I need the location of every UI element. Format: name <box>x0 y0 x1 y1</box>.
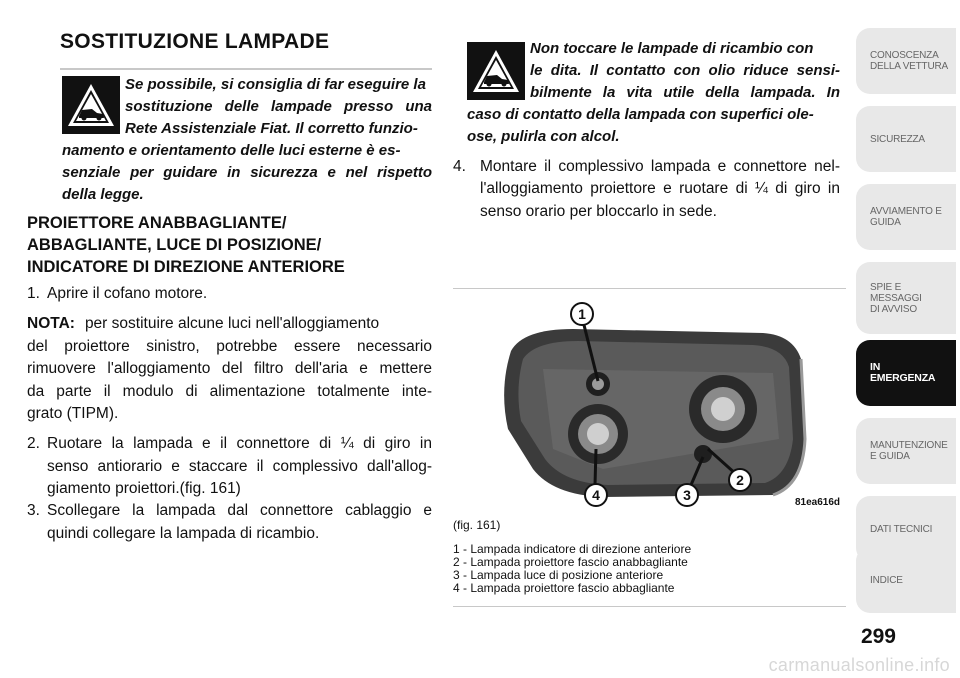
subheading-line-2: ABBAGLIANTE, LUCE DI POSIZIONE/ <box>27 236 322 254</box>
step-1-number: 1. <box>27 285 40 302</box>
tab-label: IN EMERGENZA <box>870 361 936 384</box>
warning-line-6: della legge. <box>62 186 144 203</box>
step-2-number: 2. <box>27 435 40 452</box>
warning2-line-1: Non toccare le lampade di ricambio con <box>530 40 814 57</box>
step-4-number: 4. <box>453 158 466 175</box>
svg-text:3: 3 <box>683 487 691 503</box>
tab-label: SICUREZZA <box>870 133 925 145</box>
legend-item-3: 3 - Lampada luce di posizione anteriore <box>453 568 664 582</box>
car-warning-triangle-icon <box>62 76 120 134</box>
warning-line-2: sostituzione delle lampade presso una <box>125 98 432 115</box>
svg-text:2: 2 <box>736 472 744 488</box>
tab-label: DATI TECNICI <box>870 523 933 535</box>
figure-caption: (fig. 161) <box>453 518 501 532</box>
callout-4-leader <box>595 449 596 485</box>
svg-text:4: 4 <box>592 487 600 503</box>
note-label: NOTA: <box>27 315 75 332</box>
note-line-1-text: per sostituire alcune luci nell'alloggiamento <box>84 315 380 332</box>
subheading-line-3: INDICATORE DI DIREZIONE ANTERIORE <box>27 258 345 276</box>
page-number: 299 <box>860 625 896 648</box>
subheading <box>27 212 427 278</box>
step-4-line-1: Montare il complessivo lampada e connettore nel- <box>480 158 840 175</box>
tab-indice[interactable] <box>856 547 956 613</box>
svg-text:1: 1 <box>578 306 586 322</box>
warning-top-rule <box>60 68 432 70</box>
tab-label: CONOSCENZA DELLA VETTURA <box>870 50 948 72</box>
note-line-4: da parte il modulo di alimentazione totalmente inte- <box>27 383 432 400</box>
step-4-line-3: senso orario per bloccarlo in sede. <box>480 203 717 220</box>
tab-in-emergenza[interactable] <box>856 340 956 406</box>
chapter-tabs <box>856 28 960 618</box>
warning-line-1: Se possibile, si consiglia di far eseguire la <box>125 76 426 93</box>
callout-1 <box>571 303 593 325</box>
warning2-line-3: bilmente la vita utile della lampada. In <box>530 84 840 101</box>
legend-item-2: 2 - Lampada proiettore fascio anabbagliante <box>453 555 688 569</box>
legend-item-1: 1 - Lampada indicatore di direzione anteriore <box>453 542 692 556</box>
note-line-3: rimuovere l'alloggiamento del filtro dell'aria e mettere <box>27 360 432 377</box>
step-2-line-3: giamento proiettori.(fig. 161) <box>47 480 241 497</box>
figure-code: 81ea616d <box>794 497 840 508</box>
callout-3 <box>676 484 698 506</box>
warning2-line-5: ose, pulirla con alcol. <box>467 128 620 145</box>
warning2-line-2: le dita. Il contatto con olio riduce sensi- <box>530 62 840 79</box>
tab-conoscenza-vettura[interactable] <box>856 28 956 94</box>
note-line-2: del proiettore sinistro, potrebbe essere necessario <box>27 338 432 355</box>
warning2-line-4: caso di contatto della lampada con superfici ole- <box>467 106 814 123</box>
legend-item-4: 4 - Lampada proiettore fascio abbagliante <box>453 581 675 595</box>
tab-label: AVVIAMENTO E GUIDA <box>870 206 942 228</box>
step-3-number: 3. <box>27 502 40 519</box>
step-2-line-1: Ruotare la lampada e il connettore di ¼ di giro in <box>47 435 432 452</box>
tab-spie-messaggi[interactable] <box>856 262 956 334</box>
tab-label: SPIE E MESSAGGI DI AVVISO <box>870 281 922 315</box>
step-4-line-2: l'alloggiamento proiettore e ruotare di ¼ di giro in <box>480 180 840 197</box>
callout-2 <box>729 469 751 491</box>
car-warning-triangle-icon <box>467 42 525 100</box>
note-line-1 <box>27 313 432 336</box>
tab-avviamento-guida[interactable] <box>856 184 956 250</box>
headlamp-illustration <box>453 289 846 511</box>
watermark: carmanualsonline.info <box>768 655 950 675</box>
section-title: SOSTITUZIONE LAMPADE <box>60 30 330 53</box>
warning-line-3: Rete Assistenziale Fiat. Il corretto funzio- <box>125 120 418 137</box>
warning-line-4: namento e orientamento delle luci esterne è es- <box>62 142 401 159</box>
step-3-line-2: quindi collegare la lampada di ricambio. <box>47 525 320 542</box>
tab-manutenzione[interactable] <box>856 418 956 484</box>
step-1-text: Aprire il cofano motore. <box>47 285 208 302</box>
tab-label: MANUTENZIONE E GUIDA <box>870 440 948 462</box>
step-3-line-1: Scollegare la lampada dal connettore cablaggio e <box>47 502 432 519</box>
warning-line-5: senziale per guidare in sicurezza e nel rispetto <box>62 164 432 181</box>
callout-4 <box>585 484 607 506</box>
legend-rule <box>453 606 846 607</box>
tab-sicurezza[interactable] <box>856 106 956 172</box>
subheading-line-1: PROIETTORE ANABBAGLIANTE/ <box>27 214 287 232</box>
headlamp-figure <box>453 288 846 511</box>
tab-label: INDICE <box>870 574 903 586</box>
note-line-5: grato (TIPM). <box>27 405 119 422</box>
step-2-line-2: senso antiorario e staccare il complessivo dall'allog- <box>47 458 432 475</box>
